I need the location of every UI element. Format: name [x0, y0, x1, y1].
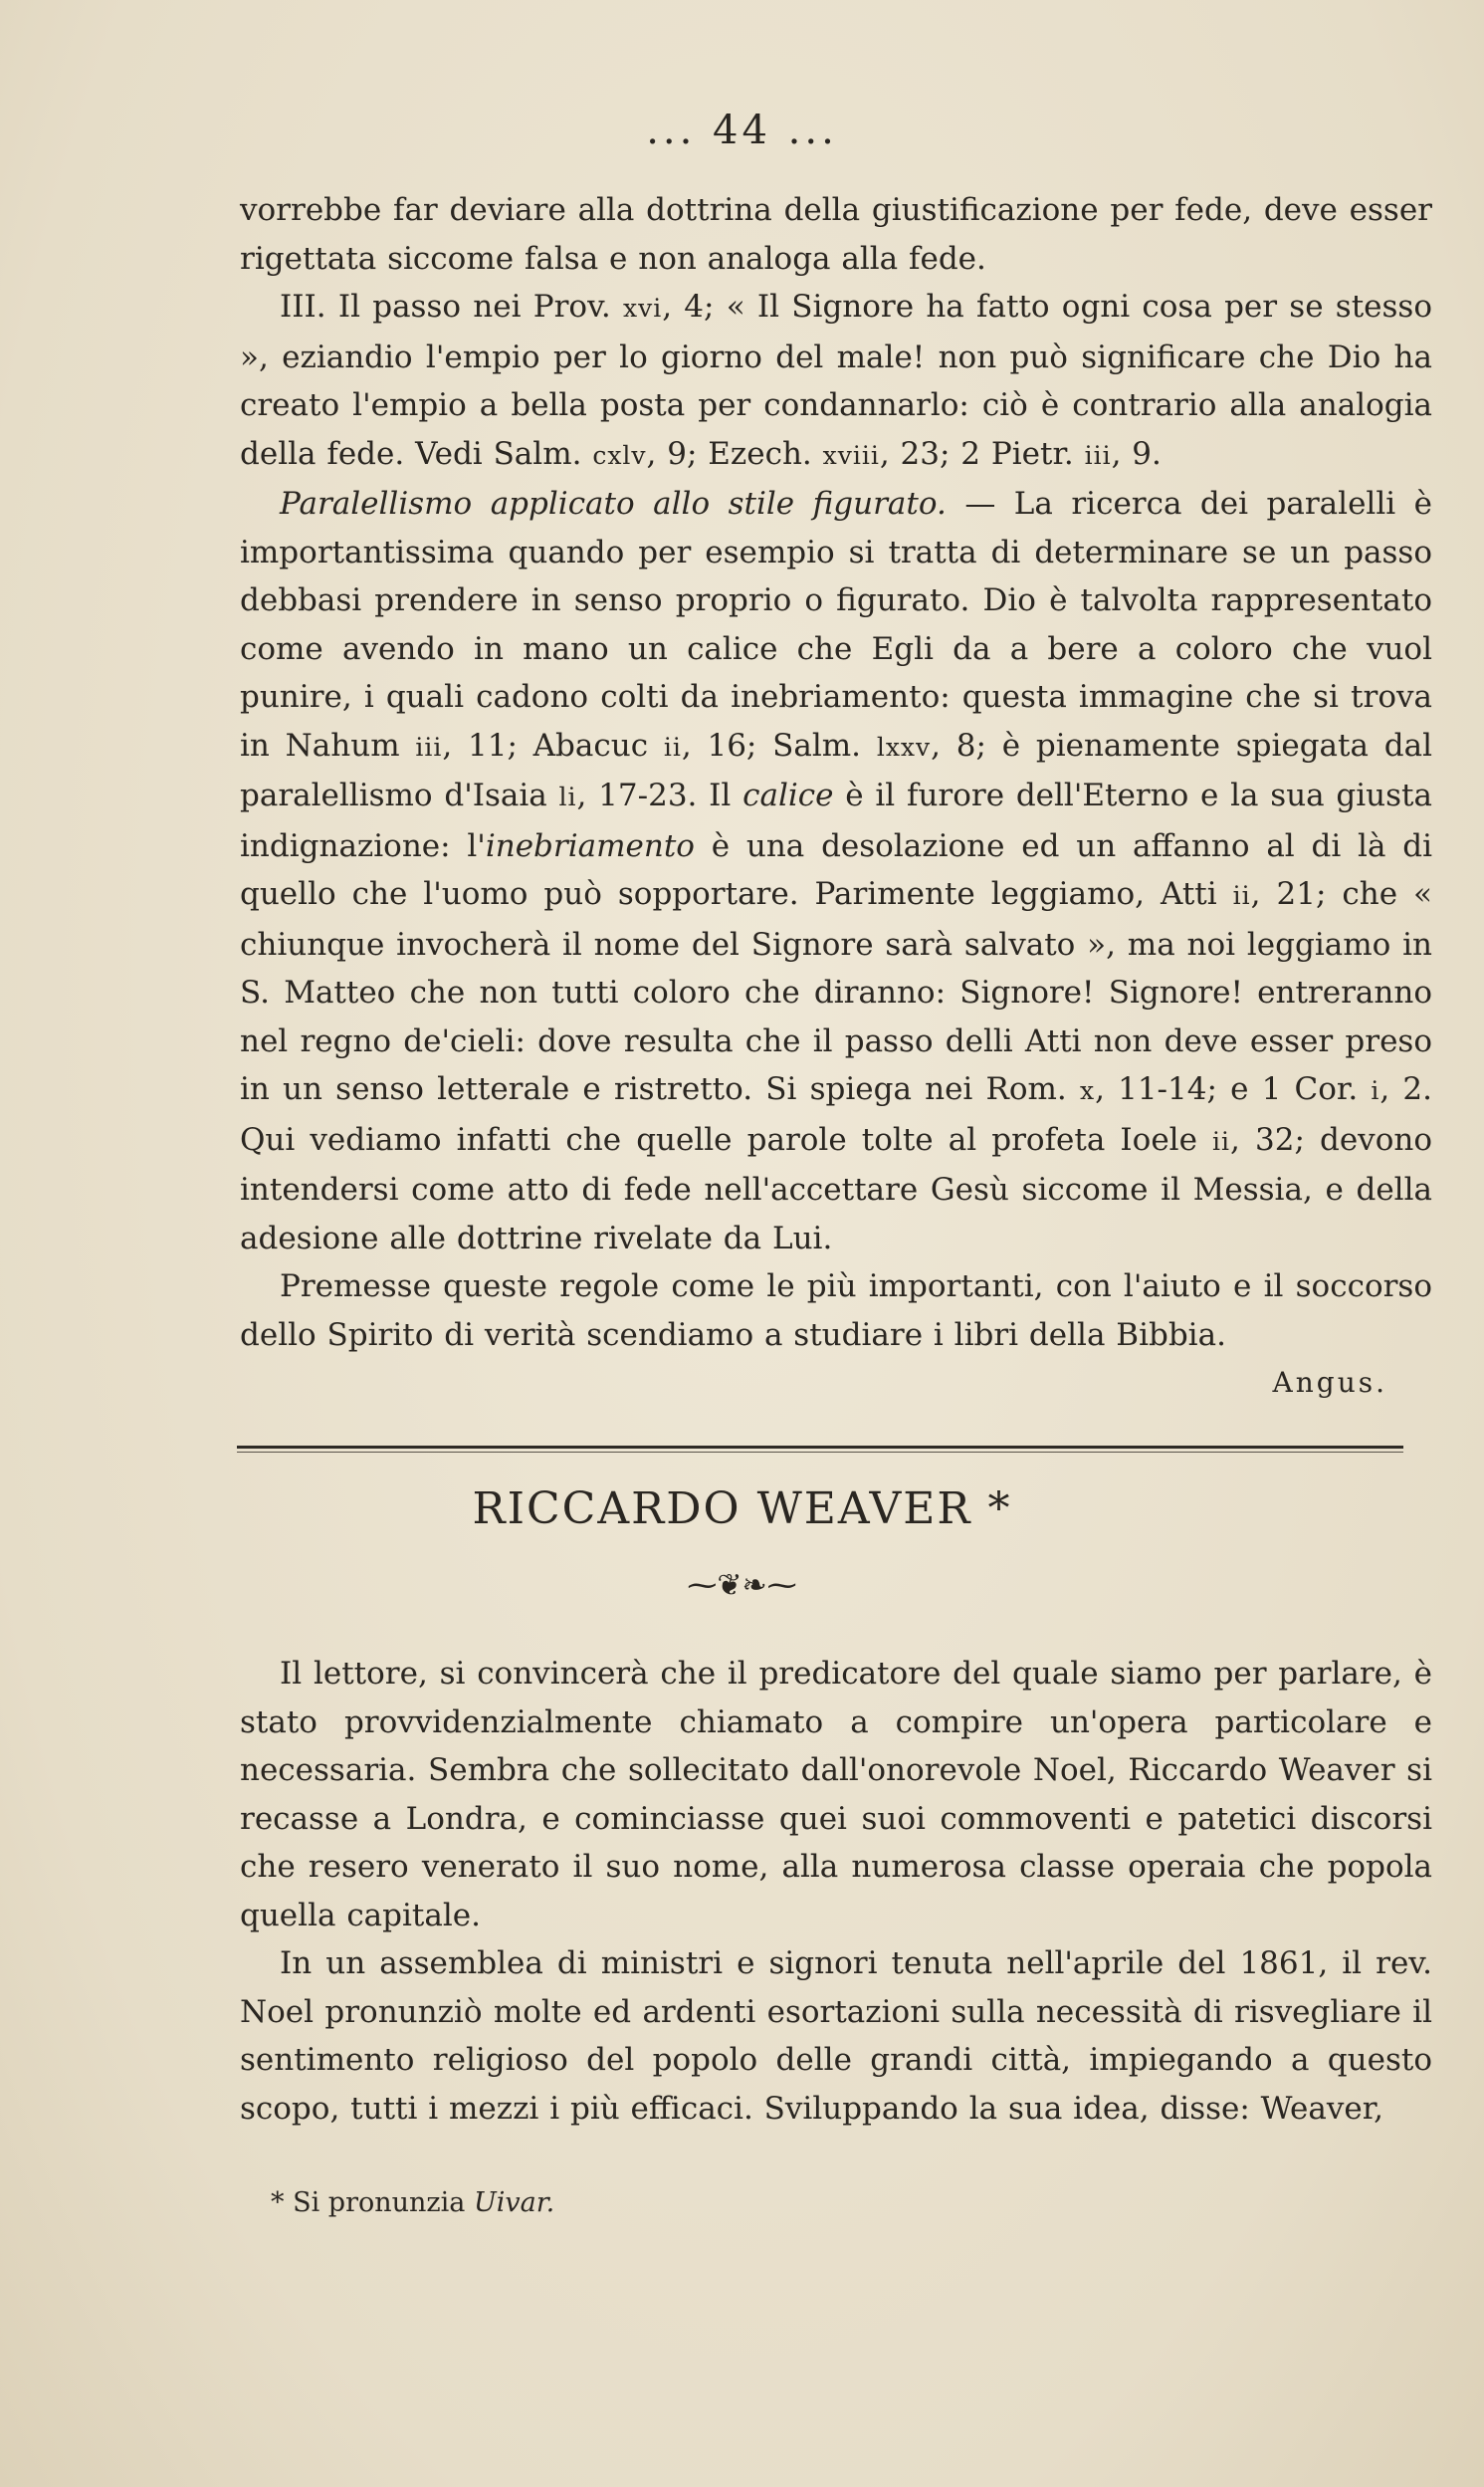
- chapter-ref: ii: [663, 732, 682, 762]
- text-run: è una desolazione ed un affanno al di là di quello che l'uomo può sopportare. Parimente leggiamo, Atti: [240, 827, 1432, 912]
- text-run: , 17-23. Il: [576, 778, 743, 813]
- chapter-ref: iii: [415, 732, 443, 762]
- section-hermeneutics: [240, 186, 1432, 1407]
- chapter-ref: x: [1079, 1076, 1096, 1105]
- run-in-title: Paralellismo applicato allo stile figurato.: [280, 486, 947, 522]
- author-signature: Angus.: [1272, 1366, 1387, 1399]
- paragraph-continuation: vorrebbe far deviare alla dottrina della giustificazione per fede, deve esser rigettata siccome falsa e non analoga alla fede.: [240, 192, 1432, 277]
- chapter-ref: ii: [1232, 881, 1251, 910]
- text-run: , 8; è pienamente spiegata dal paralellismo d'Isaia: [240, 727, 1432, 813]
- section-divider-thick: [237, 1446, 1403, 1449]
- footnote: [271, 2183, 554, 2223]
- text-run: , 23; 2 Pietr.: [879, 435, 1085, 472]
- text-run: è il furore dell'Eterno e la sua giusta indignazione: l': [240, 778, 1432, 864]
- text-run: , 16; Salm.: [681, 727, 877, 764]
- footnote-text: * Si pronunzia: [271, 2187, 474, 2218]
- emphasis: calice: [742, 778, 834, 813]
- article-heading: RICCARDO WEAVER *: [472, 1483, 1012, 1534]
- paragraph-intro: Il lettore, si convincerà che il predicatore del quale siamo per parlare, è stato provvidenzialmente chiamato a compire un'opera particolare e necessaria. Sembra che sollecitato dall'onorevole Noel, Riccardo Weaver si recasse a Londra, e cominciasse quei suoi commoventi e patetici discorsi che resero venerato il suo nome, alla numerosa classe operaia che popola quella capitale.: [240, 1656, 1432, 1933]
- text-run: , 4; « Il Signore ha fatto ogni cosa per se stesso », eziandio l'empio per lo giorno del male! non può significare che Dio ha creato l'empio a bella posta per condannarlo: ciò è contrario alla analogia della fede. Vedi Salm.: [240, 289, 1432, 472]
- chapter-ref: li: [558, 783, 577, 811]
- ornament-flourish: ⁓❦❧⁓: [687, 1568, 797, 1603]
- text-run: , 2. Qui vediamo infatti che quelle parole tolte al profeta Ioele: [240, 1071, 1432, 1158]
- text-run: III. Il passo nei Prov.: [280, 289, 623, 325]
- section-weaver: [240, 1650, 1432, 2133]
- paragraph-conclusion: Premesse queste regole come le più importanti, con l'aiuto e il soccorso dello Spirito di verità scendiamo a studiare i libri della Bibbia.: [240, 1268, 1432, 1353]
- chapter-ref: ii: [1212, 1126, 1231, 1156]
- page-number: ... 44 ...: [646, 108, 838, 153]
- text-run: , 11; Abacuc: [442, 727, 664, 764]
- text-run: , 9; Ezech.: [646, 435, 823, 472]
- section-divider-thin: [237, 1452, 1403, 1453]
- chapter-ref: lxxv: [876, 732, 932, 762]
- chapter-ref: xviii: [822, 440, 880, 470]
- footnote-emphasis: Uivar.: [473, 2187, 555, 2218]
- chapter-ref: xvi: [623, 294, 663, 323]
- emphasis: inebriamento: [485, 827, 695, 864]
- text-run: , 32; devono intendersi come atto di fede nell'accettare Gesù siccome il Messia, e della adesione alle dottrine rivelate da Lui.: [240, 1121, 1432, 1256]
- text-run: , 11-14; e 1 Cor.: [1095, 1071, 1372, 1107]
- chapter-ref: cxlv: [592, 440, 647, 470]
- text-run: , 21; che « chiunque invocherà il nome del Signore sarà salvato », ma noi leggiamo in S. Matteo che non tutti coloro che diranno: Signore! Signore! entreranno nel regno de'cieli: dove resulta che il passo delli Atti non deve esser preso in un senso letterale e ristretto. Si spiega nei Rom.: [240, 876, 1433, 1107]
- paragraph-proverbs: [240, 283, 1432, 480]
- text-run: , 9.: [1111, 435, 1162, 472]
- text-run: — La ricerca dei paralelli è importantissima quando per esempio si tratta di determinare se un passo debbasi prendere in senso proprio o figurato. Dio è talvolta rappresentato come avendo in mano un calice che Egli da a bere a coloro che vuol punire, i quali cadono colti da inebriamento: questa immagine che si trova in Nahum: [240, 486, 1432, 764]
- chapter-ref: iii: [1084, 440, 1112, 470]
- paragraph-assembly: In un assemblea di ministri e signori tenuta nell'aprile del 1861, il rev. Noel pronunziò molte ed ardenti esortazioni sulla necessità di risvegliare il sentimento religioso del popolo delle grandi città, impiegando a questo scopo, tutti i mezzi i più efficaci. Sviluppando la sua idea, disse: Weaver,: [240, 1945, 1432, 2127]
- chapter-ref: i: [1371, 1076, 1380, 1105]
- paragraph-parallelism: [240, 480, 1432, 1262]
